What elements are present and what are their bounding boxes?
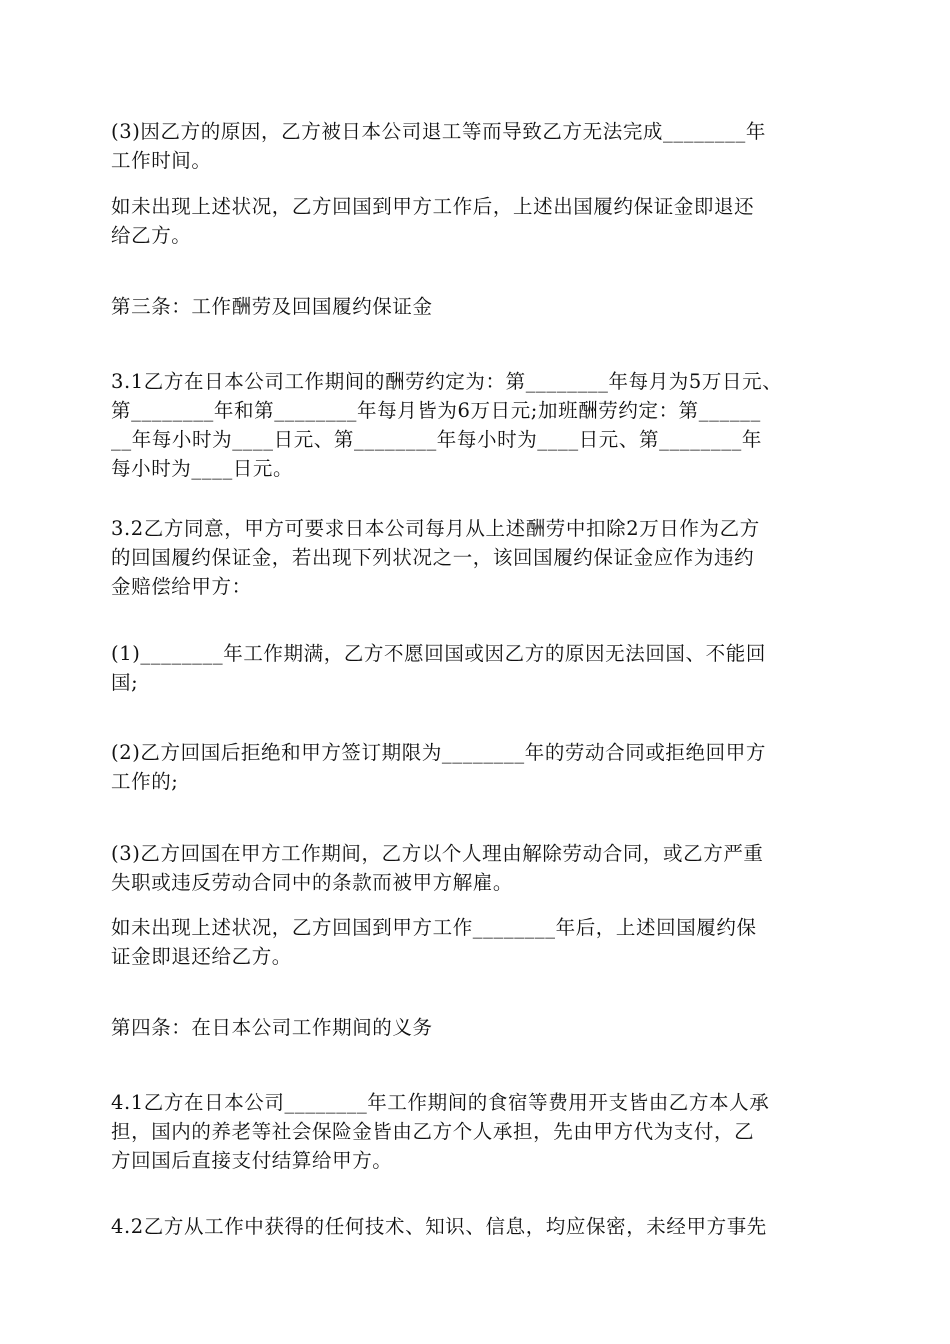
- paragraph-item-3: [111, 839, 846, 897]
- paragraph-item-2: [111, 738, 846, 796]
- paragraph-4-1-expenses: [111, 1088, 846, 1175]
- text-line: 第________年和第________年每月皆为6万日元;加班酬劳约定：第______: [111, 399, 761, 422]
- text-line: 方回国后直接支付结算给甲方。: [111, 1149, 393, 1172]
- paragraph-item-1: [111, 639, 846, 697]
- paragraph-3-1-remuneration: [111, 367, 846, 483]
- text-line: (3)乙方回国在甲方工作期间，乙方以个人理由解除劳动合同，或乙方严重: [111, 842, 764, 865]
- text-line: 的回国履约保证金，若出现下列状况之一，该回国履约保证金应作为违约: [111, 546, 755, 569]
- paragraph-deposit-refund: [111, 192, 846, 250]
- text-line: 工作的;: [111, 770, 179, 793]
- text-line: 3.2乙方同意，甲方可要求日本公司每月从上述酬劳中扣除2万日作为乙方: [111, 517, 760, 540]
- text-line: __年每小时为____日元、第________年每小时为____日元、第________年: [111, 428, 762, 451]
- text-line: 金赔偿给甲方：: [111, 575, 252, 598]
- paragraph-clause-3-item-3: [111, 117, 846, 175]
- text-line: (2)乙方回国后拒绝和甲方签订期限为________年的劳动合同或拒绝回甲方: [111, 741, 766, 764]
- text-line: 如未出现上述状况，乙方回国到甲方工作后，上述出国履约保证金即退还: [111, 195, 755, 218]
- text-line: 担，国内的养老等社会保险金皆由乙方个人承担，先由甲方代为支付，乙: [111, 1120, 755, 1143]
- text-line: 失职或违反劳动合同中的条款而被甲方解雇。: [111, 871, 514, 894]
- text-line: 国;: [111, 671, 139, 694]
- text-line: 4.1乙方在日本公司________年工作期间的食宿等费用开支皆由乙方本人承: [111, 1091, 770, 1114]
- text-line: 工作时间。: [111, 149, 212, 172]
- heading-text: 第四条：在日本公司工作期间的义务: [111, 1016, 433, 1039]
- text-line: 3.1乙方在日本公司工作期间的酬劳约定为：第________年每月为5万日元、: [111, 370, 783, 393]
- text-line: 每小时为____日元。: [111, 457, 294, 480]
- text-line: 证金即退还给乙方。: [111, 945, 292, 968]
- paragraph-4-2-confidentiality: [111, 1212, 846, 1241]
- text-line: (1)________年工作期满，乙方不愿回国或因乙方的原因无法回国、不能回: [111, 642, 766, 665]
- text-line: 如未出现上述状况，乙方回国到甲方工作________年后，上述回国履约保: [111, 916, 757, 939]
- section-heading-article-3: [111, 292, 846, 321]
- paragraph-return-deposit-refund: [111, 913, 846, 971]
- paragraph-3-2-deposit: [111, 514, 846, 601]
- section-heading-article-4: [111, 1013, 846, 1042]
- text-line: (3)因乙方的原因，乙方被日本公司退工等而导致乙方无法完成________年: [111, 120, 766, 143]
- heading-text: 第三条：工作酬劳及回国履约保证金: [111, 295, 433, 318]
- text-line: 4.2乙方从工作中获得的任何技术、知识、信息，均应保密，未经甲方事先: [111, 1215, 767, 1238]
- text-line: 给乙方。: [111, 224, 192, 247]
